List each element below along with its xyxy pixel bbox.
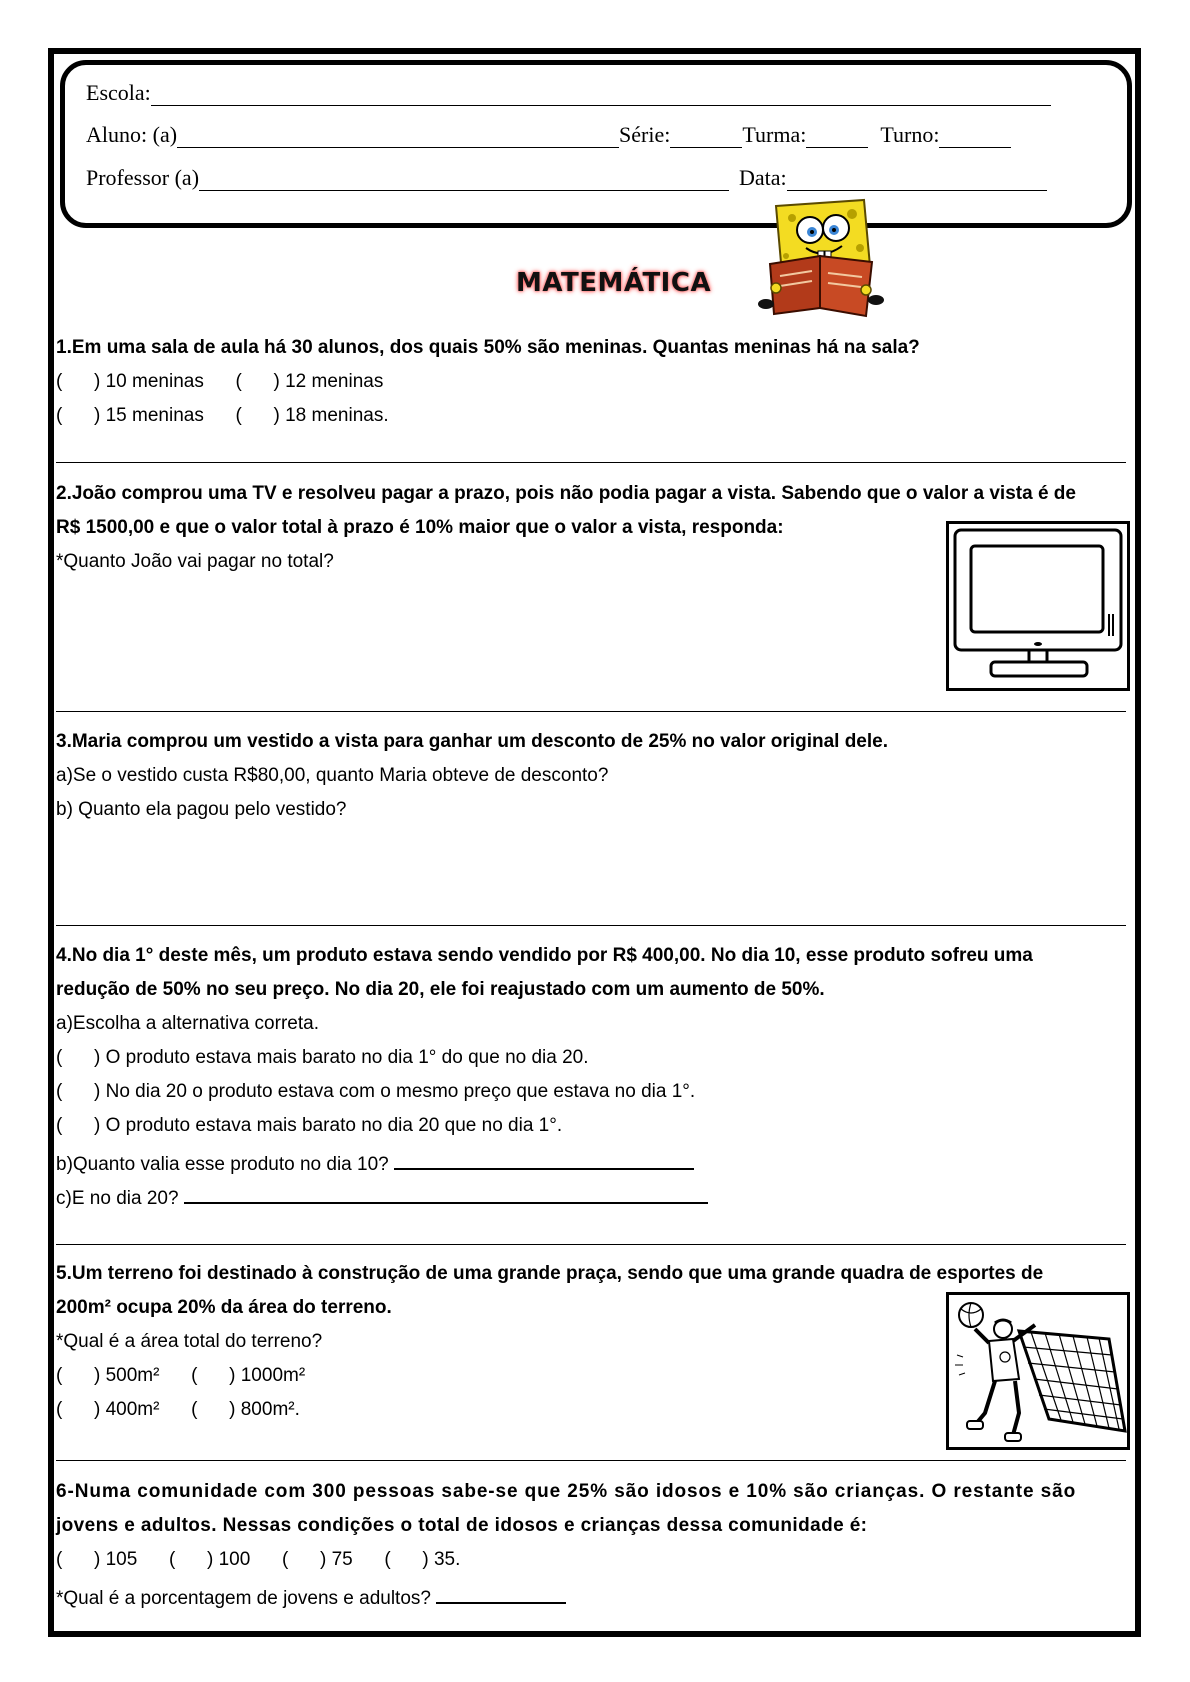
q5-subquestion: *Qual é a área total do terreno? bbox=[56, 1331, 323, 1352]
q6-text-line2: jovens e adultos. Nessas condições o total de idosos e crianças dessa comunidade é: bbox=[56, 1515, 868, 1536]
q6-subquestion-line bbox=[56, 1584, 566, 1611]
page-title: MATEMÁTICA bbox=[516, 268, 712, 298]
tv-image bbox=[946, 521, 1130, 691]
q4-part-c: c)E no dia 20? bbox=[56, 1188, 179, 1209]
turno-label: Turno: bbox=[880, 122, 940, 147]
serie-label: Série: bbox=[619, 122, 671, 147]
turma-field[interactable] bbox=[806, 129, 868, 148]
q4-option-3[interactable]: ( ) O produto estava mais barato no dia 20 que no dia 1°. bbox=[56, 1115, 563, 1136]
tv-icon bbox=[949, 524, 1127, 688]
aluno-line bbox=[86, 122, 1011, 148]
q6-subquestion: *Qual é a porcentagem de jovens e adultos? bbox=[56, 1588, 431, 1609]
aluno-field[interactable] bbox=[177, 129, 619, 148]
q1-options-row1[interactable]: ( ) 10 meninas ( ) 12 meninas bbox=[56, 371, 384, 392]
q3-part-a: a)Se o vestido custa R$80,00, quanto Maria obteve de desconto? bbox=[56, 765, 609, 786]
q2-subquestion: *Quanto João vai pagar no total? bbox=[56, 551, 334, 572]
q4-part-b: b)Quanto valia esse produto no dia 10? bbox=[56, 1154, 389, 1175]
separator bbox=[56, 711, 1126, 712]
q4-option-2[interactable]: ( ) No dia 20 o produto estava com o mesmo preço que estava no dia 1°. bbox=[56, 1081, 696, 1102]
q5-options-row1[interactable]: ( ) 500m² ( ) 1000m² bbox=[56, 1365, 306, 1386]
q1-options-row2[interactable]: ( ) 15 meninas ( ) 18 meninas. bbox=[56, 405, 389, 426]
q3-text: 3.Maria comprou um vestido a vista para ganhar um desconto de 25% no valor original dele. bbox=[56, 731, 889, 752]
escola-line bbox=[86, 80, 1051, 106]
q4-part-b-line bbox=[56, 1150, 694, 1177]
separator bbox=[56, 1460, 1126, 1461]
separator bbox=[56, 462, 1126, 463]
q4-part-c-answer[interactable] bbox=[184, 1184, 708, 1204]
turma-label: Turma: bbox=[742, 122, 807, 147]
q6-answer[interactable] bbox=[436, 1584, 566, 1604]
q5-text-line1: 5.Um terreno foi destinado à construção de uma grande praça, sendo que uma grande quadra de esportes de bbox=[56, 1263, 1044, 1284]
escola-field[interactable] bbox=[151, 87, 1051, 106]
q6-text-line1: 6-Numa comunidade com 300 pessoas sabe-se que 25% são idosos e 10% são crianças. O restante são bbox=[56, 1481, 1077, 1502]
professor-label: Professor (a) bbox=[86, 165, 200, 190]
data-label: Data: bbox=[739, 165, 787, 190]
q4-text-line2: redução de 50% no seu preço. No dia 20, ele foi reajustado com um aumento de 50%. bbox=[56, 979, 825, 1000]
sponge-reading-icon bbox=[756, 196, 886, 326]
turno-field[interactable] bbox=[939, 129, 1011, 148]
q4-part-c-line bbox=[56, 1184, 708, 1211]
professor-field[interactable] bbox=[199, 172, 729, 191]
q5-options-row2[interactable]: ( ) 400m² ( ) 800m². bbox=[56, 1399, 300, 1420]
q6-options[interactable]: ( ) 105 ( ) 100 ( ) 75 ( ) 35. bbox=[56, 1549, 461, 1570]
volleyball-player-icon bbox=[949, 1295, 1127, 1447]
q4-text-line1: 4.No dia 1° deste mês, um produto estava sendo vendido por R$ 400,00. No dia 10, esse produto sofreu uma bbox=[56, 945, 1033, 966]
q2-text-line2: R$ 1500,00 e que o valor total à prazo é 10% maior que o valor a vista, responda: bbox=[56, 517, 784, 538]
q4-option-1[interactable]: ( ) O produto estava mais barato no dia 1° do que no dia 20. bbox=[56, 1047, 589, 1068]
q3-part-b: b) Quanto ela pagou pelo vestido? bbox=[56, 799, 347, 820]
volleyball-image bbox=[946, 1292, 1130, 1450]
aluno-label: Aluno: (a) bbox=[86, 122, 178, 147]
professor-line bbox=[86, 165, 1047, 191]
separator bbox=[56, 1244, 1126, 1245]
q1-text: 1.Em uma sala de aula há 30 alunos, dos quais 50% são meninas. Quantas meninas há na sala? bbox=[56, 337, 920, 358]
serie-field[interactable] bbox=[670, 129, 742, 148]
q5-text-line2: 200m² ocupa 20% da área do terreno. bbox=[56, 1297, 392, 1318]
q4-part-a: a)Escolha a alternativa correta. bbox=[56, 1013, 319, 1034]
escola-label: Escola: bbox=[86, 80, 151, 105]
data-field[interactable] bbox=[787, 172, 1047, 191]
q2-text-line1: 2.João comprou uma TV e resolveu pagar a prazo, pois não podia pagar a vista. Sabendo que o valor a vista é de bbox=[56, 483, 1076, 504]
separator bbox=[56, 925, 1126, 926]
q4-part-b-answer[interactable] bbox=[394, 1150, 694, 1170]
